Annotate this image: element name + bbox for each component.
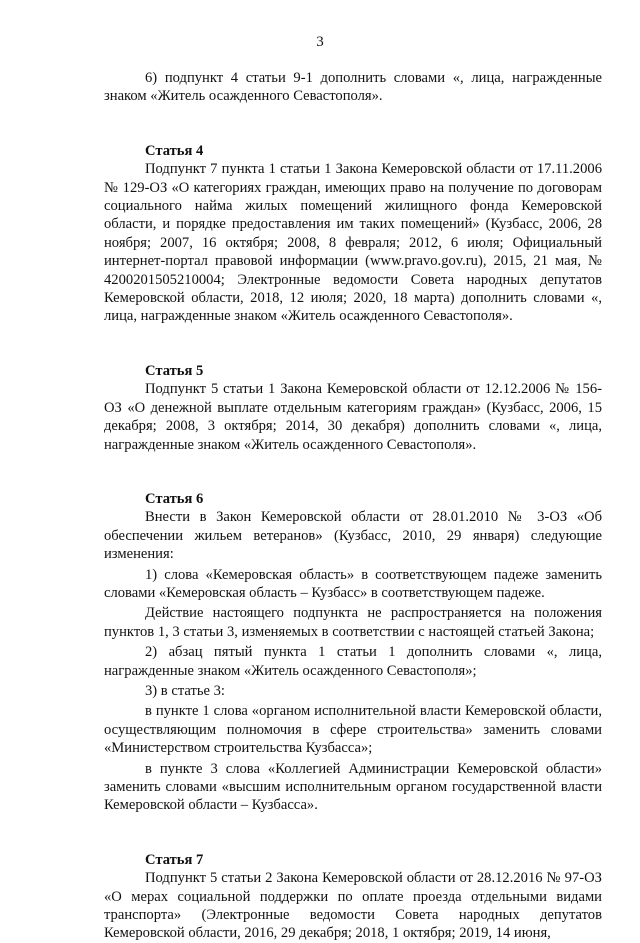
article-6-item-2: 2) абзац пятый пункта 1 статьи 1 дополнить словами «, лица, награжденные знаком «Житель осажденного Севастополя»; <box>104 644 602 679</box>
article-6-item-3-point-3: в пункте 3 слова «Коллегией Администрации Кемеровской области» заменить словами «высшим исполнительным органом государственной власти Кемеровской области – Кузбасса». <box>104 760 602 814</box>
article-6-item-3: 3) в статье 3: <box>145 682 225 699</box>
article-6-intro: Внести в Закон Кемеровской области от 28.01.2010 № 3-ОЗ «Об обеспечении жильем ветеранов» (Кузбасс, 2010, 29 января) следующие изменения: <box>104 509 602 563</box>
article-6-item-1: 1) слова «Кемеровская область» в соответствующем падеже заменить словами «Кемеровская область – Кузбасс» в соответствующем падеже. <box>104 566 602 601</box>
article-5-text: Подпункт 5 статьи 1 Закона Кемеровской области от 12.12.2006 № 156-ОЗ «О денежной выплате отдельным категориям граждан» (Кузбасс, 2006, 15 декабря; 2008, 3 октября; 2014, 30 декабря) дополнить словами «, лица, награжденные знаком «Житель осажденного Севастополя». <box>104 381 602 453</box>
article-7-text: Подпункт 5 статьи 2 Закона Кемеровской области от 28.12.2016 № 97-ОЗ «О мерах социальной поддержки по оплате проезда отдельными видами транспорта» (Электронные ведомости Совета народных депутатов Кемеровской области, 2016, 29 декабря; 2018, 1 октября; 2019, 14 июня, <box>104 870 602 942</box>
article-6-heading: Статья 6 <box>145 490 204 507</box>
article-4-heading: Статья 4 <box>145 142 204 159</box>
article-7-heading: Статья 7 <box>145 851 204 868</box>
article-4-text: Подпункт 7 пункта 1 статьи 1 Закона Кемеровской области от 17.11.2006 № 129-ОЗ «О категориях граждан, имеющих право на получение по договорам социального найма жилых помещений жилищного фонда Кемеровской области, и порядке предоставления им таких помещений» (Кузбасс, 2006, 28 ноября; 2007, 16 октября; 2008, 8 февраля; 2012, 6 июля; Официальный интернет-портал правовой информации (www.pravo.gov.ru), 2015, 21 мая, № 4200201505210004; Электронные ведомости Совета народных депутатов Кемеровской области, 2018, 12 июля; 2020, 18 марта) дополнить словами «, лица, награжденные знаком «Житель осажденного Севастополя». <box>104 161 602 325</box>
paragraph-item-6: 6) подпункт 4 статьи 9-1 дополнить словами «, лица, награжденные знаком «Житель осажденного Севастополя». <box>104 70 602 105</box>
article-6-item-1-note: Действие настоящего подпункта не распространяется на положения пунктов 1, 3 статьи 3, изменяемых в соответствии с настоящей статьей Закона; <box>104 605 602 640</box>
document-body <box>104 69 602 943</box>
page-number: 3 <box>316 34 324 50</box>
article-6-item-3-point-1: в пункте 1 слова «органом исполнительной власти Кемеровской области, осуществляющим полномочия в сфере строительства» заменить словами «Министерством строительства Кузбасса»; <box>104 703 602 757</box>
article-5-heading: Статья 5 <box>145 362 204 379</box>
